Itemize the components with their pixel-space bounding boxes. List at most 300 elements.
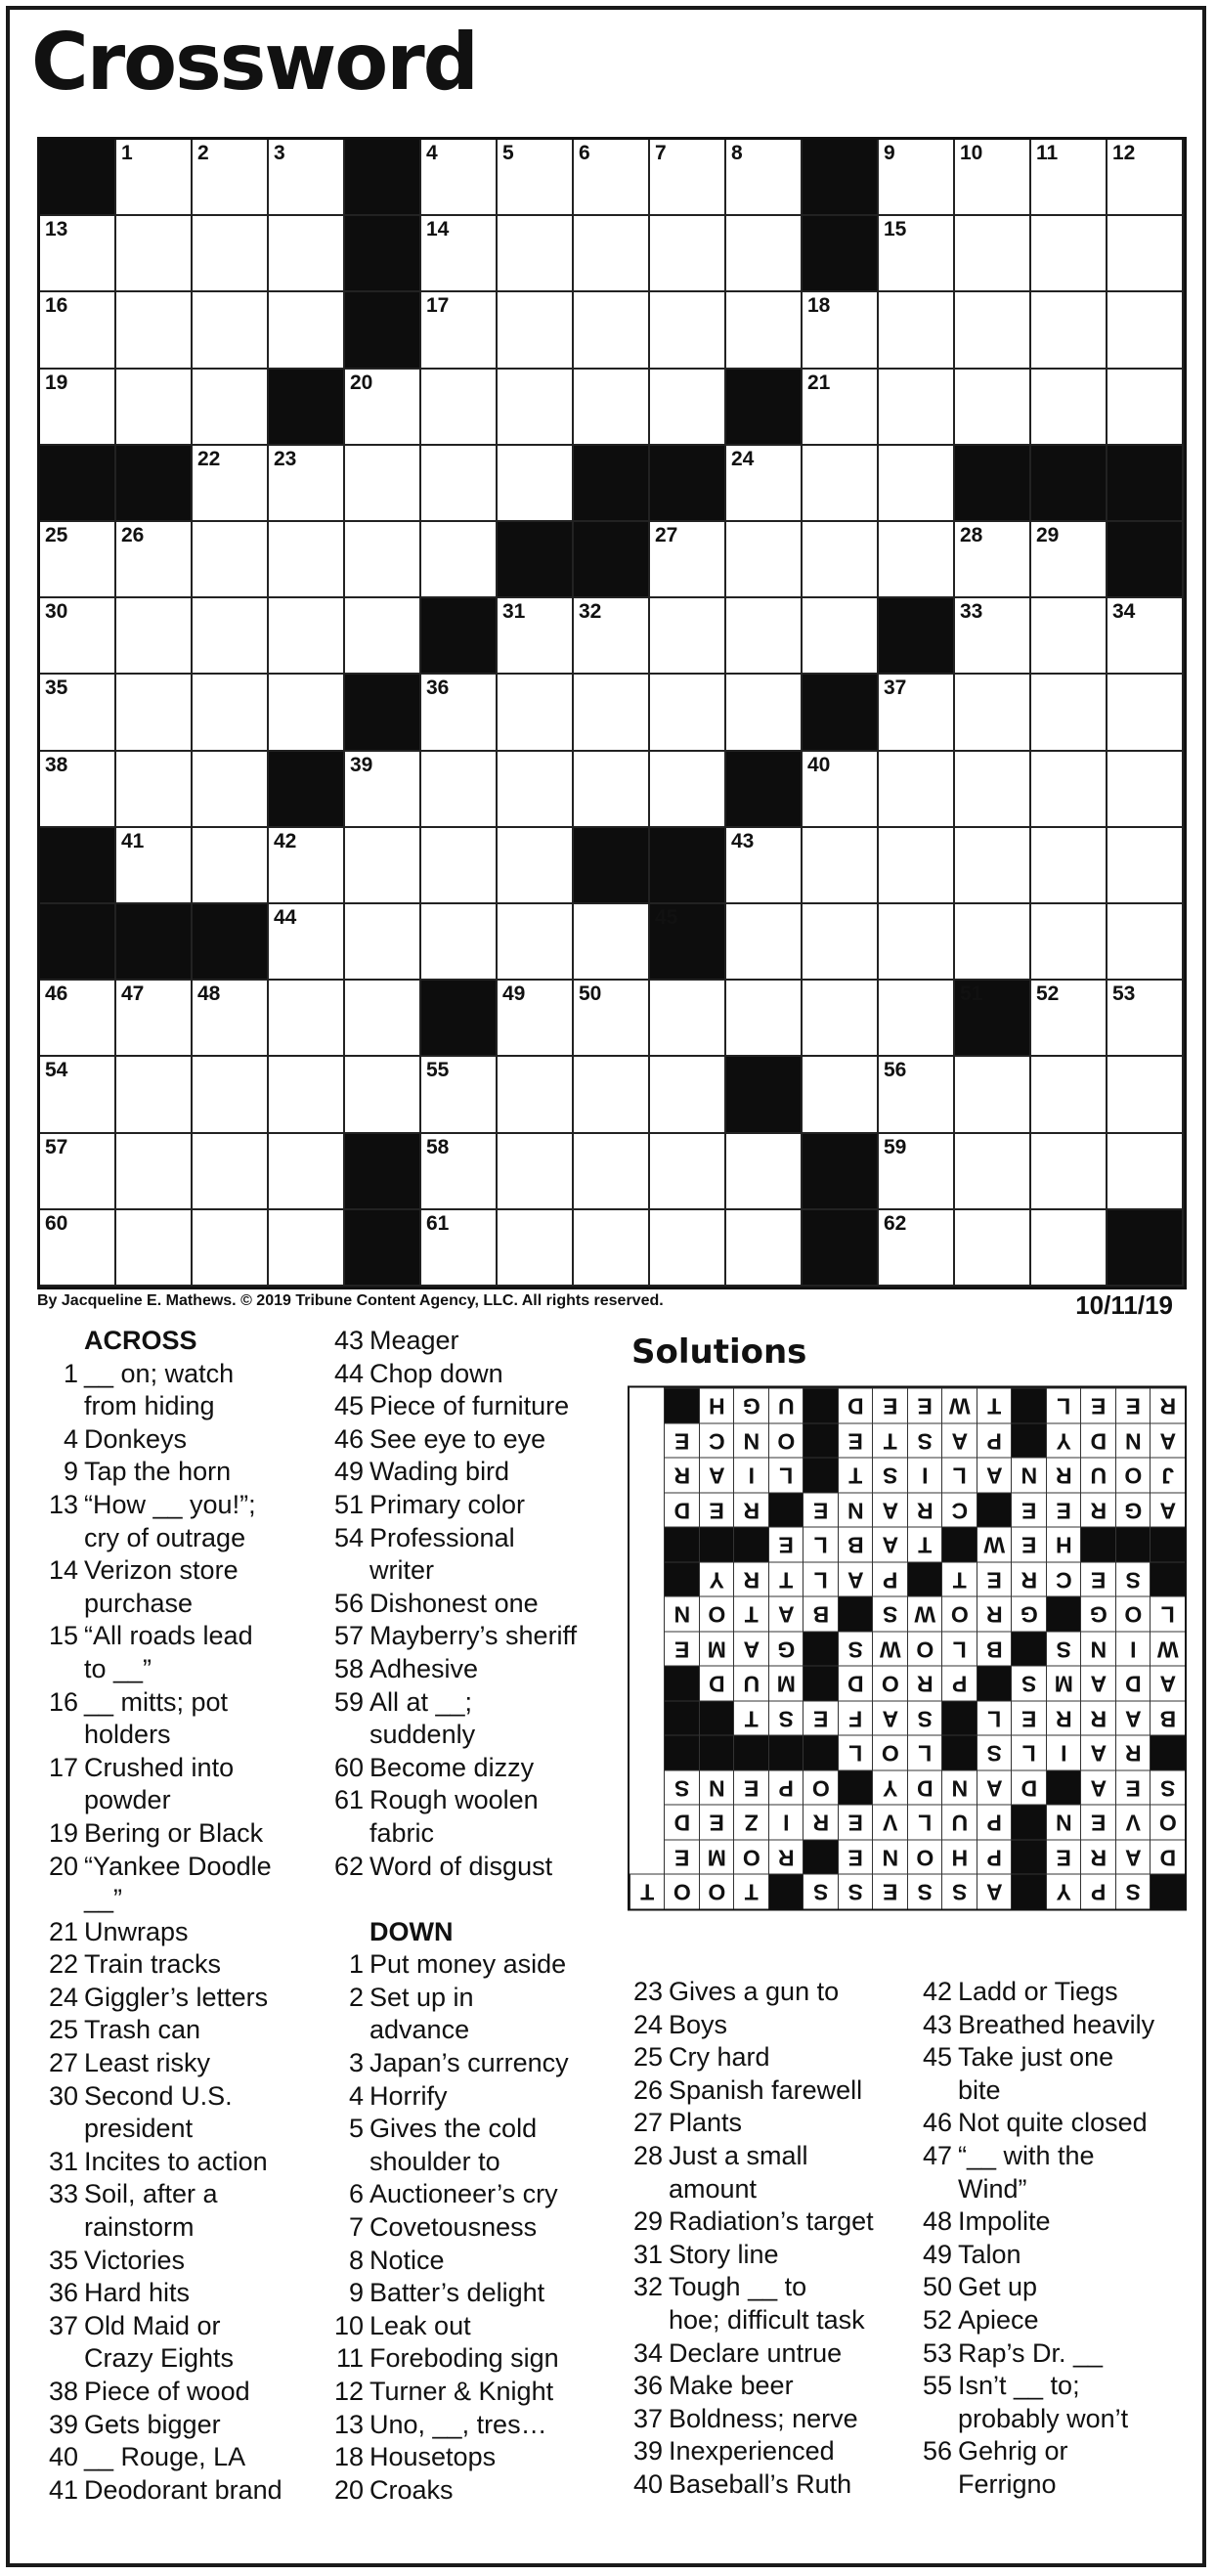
- down-clue: [325, 2245, 608, 2278]
- across-clue: [39, 2146, 332, 2179]
- grid-cell[interactable]: [650, 522, 726, 598]
- grid-cell[interactable]: [574, 752, 650, 828]
- grid-cell[interactable]: [650, 752, 726, 828]
- grid-cell[interactable]: [803, 1057, 879, 1133]
- grid-cell[interactable]: [269, 904, 345, 981]
- grid-cell[interactable]: [650, 216, 726, 292]
- grid-cell[interactable]: [1031, 904, 1107, 981]
- grid-cell[interactable]: [955, 522, 1031, 598]
- grid-cell[interactable]: [345, 598, 421, 675]
- across-clue: [39, 2409, 332, 2442]
- solution-letter: E: [768, 1527, 803, 1562]
- down-clue: [624, 2074, 907, 2108]
- grid-cell[interactable]: [650, 1210, 726, 1287]
- grid-cell[interactable]: [726, 981, 803, 1057]
- grid-cell[interactable]: [193, 1134, 269, 1210]
- grid-cell[interactable]: [40, 1134, 116, 1210]
- grid-cell[interactable]: [345, 904, 421, 981]
- grid-cell[interactable]: [650, 598, 726, 675]
- grid-cell[interactable]: [498, 446, 574, 522]
- grid-cell[interactable]: [498, 675, 574, 751]
- solution-letter: A: [1115, 1840, 1151, 1875]
- grid-cell[interactable]: [269, 598, 345, 675]
- grid-cell[interactable]: [1107, 292, 1184, 369]
- grid-cell[interactable]: [421, 1057, 498, 1133]
- grid-cell[interactable]: [116, 522, 193, 598]
- clue-text: Deodorant brand: [84, 2474, 282, 2505]
- clue-text: Japan’s currency: [369, 2048, 569, 2078]
- grid-cell[interactable]: [1031, 370, 1107, 446]
- grid-cell[interactable]: [40, 292, 116, 369]
- grid-cell[interactable]: [574, 1134, 650, 1210]
- grid-cell[interactable]: [421, 140, 498, 216]
- grid-cell[interactable]: [879, 292, 955, 369]
- grid-cell[interactable]: [1031, 216, 1107, 292]
- grid-cell[interactable]: [269, 446, 345, 522]
- grid-cell[interactable]: [879, 446, 955, 522]
- grid-cell[interactable]: [650, 1057, 726, 1133]
- grid-cell[interactable]: [498, 140, 574, 216]
- down-clue: [913, 2403, 1196, 2436]
- grid-cell[interactable]: [345, 1057, 421, 1133]
- grid-cell[interactable]: [193, 292, 269, 369]
- grid-cell[interactable]: [1031, 522, 1107, 598]
- grid-cell[interactable]: [421, 752, 498, 828]
- grid-cell[interactable]: [193, 752, 269, 828]
- across-clue: [39, 1554, 332, 1588]
- solution-letter: B: [1151, 1701, 1186, 1736]
- clue-number: 31: [502, 600, 526, 624]
- grid-cell[interactable]: [803, 904, 879, 981]
- grid-cell[interactable]: [1107, 752, 1184, 828]
- solution-letter: R: [1046, 1701, 1081, 1736]
- grid-cell[interactable]: [955, 675, 1031, 751]
- black-square: [40, 140, 116, 216]
- grid-cell[interactable]: [269, 981, 345, 1057]
- grid-cell[interactable]: [726, 904, 803, 981]
- grid-cell[interactable]: [498, 904, 574, 981]
- grid-cell[interactable]: [193, 216, 269, 292]
- grid-cell[interactable]: [193, 522, 269, 598]
- clue-text: rainstorm: [84, 2212, 195, 2243]
- grid-cell[interactable]: [955, 752, 1031, 828]
- clue-num: 28: [632, 2140, 663, 2170]
- solution-letter: G: [1081, 1596, 1116, 1632]
- grid-cell[interactable]: [879, 981, 955, 1057]
- grid-cell[interactable]: [1107, 1134, 1184, 1210]
- solution-black-square: [1115, 1527, 1151, 1562]
- clue-number: 36: [426, 677, 450, 700]
- clue-num: 40: [48, 2442, 78, 2472]
- grid-cell[interactable]: [421, 370, 498, 446]
- grid-cell[interactable]: [193, 828, 269, 904]
- grid-cell[interactable]: [955, 292, 1031, 369]
- grid-cell[interactable]: [1031, 140, 1107, 216]
- grid-cell[interactable]: [574, 370, 650, 446]
- grid-cell[interactable]: [955, 370, 1031, 446]
- grid-cell[interactable]: [40, 1210, 116, 1287]
- solution-letter: S: [838, 1874, 873, 1909]
- grid-cell[interactable]: [193, 981, 269, 1057]
- clue-number: 45: [655, 906, 678, 929]
- grid-cell[interactable]: [498, 292, 574, 369]
- grid-cell[interactable]: [421, 446, 498, 522]
- clue-text: Talon: [958, 2239, 1021, 2269]
- grid-cell[interactable]: [40, 598, 116, 675]
- solution-letter: E: [699, 1805, 734, 1840]
- clue-num: 10: [333, 2310, 364, 2340]
- solution-letter: D: [699, 1666, 734, 1701]
- clue-num: [39, 2211, 84, 2245]
- clue-num: 9: [348, 2278, 364, 2308]
- grid-cell[interactable]: [879, 522, 955, 598]
- grid-cell[interactable]: [1107, 370, 1184, 446]
- grid-cell[interactable]: [879, 1210, 955, 1287]
- grid-cell[interactable]: [116, 828, 193, 904]
- grid-cell[interactable]: [1031, 1057, 1107, 1133]
- grid-cell[interactable]: [116, 370, 193, 446]
- clue-num: [39, 2342, 84, 2376]
- grid-cell[interactable]: [650, 675, 726, 751]
- grid-cell[interactable]: [650, 292, 726, 369]
- solution-letter: A: [768, 1596, 803, 1632]
- solution-letter: A: [1081, 1735, 1116, 1770]
- black-square: [1107, 446, 1184, 522]
- black-square: [345, 140, 421, 216]
- grid-cell[interactable]: [193, 370, 269, 446]
- grid-cell[interactable]: [116, 1210, 193, 1287]
- grid-cell[interactable]: [955, 1057, 1031, 1133]
- clue-text: Hard hits: [84, 2278, 191, 2308]
- grid-cell[interactable]: [574, 140, 650, 216]
- grid-cell[interactable]: [498, 216, 574, 292]
- grid-cell[interactable]: [955, 1134, 1031, 1210]
- grid-cell[interactable]: [40, 522, 116, 598]
- clue-text: “All roads lead: [84, 1621, 253, 1651]
- grid-cell[interactable]: [40, 370, 116, 446]
- grid-cell[interactable]: [116, 675, 193, 751]
- grid-cell[interactable]: [421, 216, 498, 292]
- solution-letter: R: [1081, 1493, 1116, 1528]
- grid-cell[interactable]: [269, 140, 345, 216]
- grid-cell[interactable]: [574, 292, 650, 369]
- clue-text: __ on; watch: [84, 1358, 235, 1388]
- grid-cell[interactable]: [193, 598, 269, 675]
- clue-text: Cry hard: [669, 2042, 770, 2073]
- clue-text: Auctioneer’s cry: [369, 2179, 558, 2209]
- grid-cell[interactable]: [116, 981, 193, 1057]
- grid-cell[interactable]: [1031, 292, 1107, 369]
- grid-cell[interactable]: [574, 904, 650, 981]
- clue-number: 22: [197, 447, 221, 470]
- across-clue: [325, 1851, 608, 1884]
- clue-text: Old Maid or: [84, 2310, 221, 2340]
- grid-cell[interactable]: [879, 1057, 955, 1133]
- clue-text: Notice: [369, 2245, 445, 2275]
- grid-cell[interactable]: [498, 598, 574, 675]
- grid-cell[interactable]: [193, 446, 269, 522]
- grid-cell[interactable]: [1031, 1210, 1107, 1287]
- clue-num: 36: [48, 2278, 78, 2308]
- grid-cell[interactable]: [116, 752, 193, 828]
- solution-black-square: [803, 1840, 839, 1875]
- grid-cell[interactable]: [498, 1210, 574, 1287]
- grid-cell[interactable]: [345, 522, 421, 598]
- grid-cell[interactable]: [40, 752, 116, 828]
- grid-cell[interactable]: [269, 216, 345, 292]
- grid-cell[interactable]: [498, 752, 574, 828]
- grid-cell[interactable]: [574, 981, 650, 1057]
- grid-cell[interactable]: [955, 598, 1031, 675]
- grid-cell[interactable]: [879, 216, 955, 292]
- grid-cell[interactable]: [955, 904, 1031, 981]
- solution-letter: A: [977, 1874, 1012, 1909]
- grid-cell[interactable]: [1107, 216, 1184, 292]
- solution-letter: Z: [734, 1805, 769, 1840]
- clue-number: 38: [45, 753, 68, 776]
- clue-number: 33: [960, 600, 983, 624]
- solution-black-square: [1151, 1527, 1186, 1562]
- grid-cell[interactable]: [726, 522, 803, 598]
- clue-number: 48: [197, 982, 221, 1006]
- grid-cell[interactable]: [574, 1057, 650, 1133]
- clue-number: 51: [960, 982, 983, 1006]
- clue-num: 35: [48, 2245, 78, 2275]
- clue-num: 13: [333, 2409, 364, 2439]
- grid-cell[interactable]: [1031, 1134, 1107, 1210]
- solution-letter: P: [1081, 1874, 1116, 1909]
- clue-num: 18: [333, 2442, 364, 2472]
- grid-cell[interactable]: [421, 904, 498, 981]
- grid-cell[interactable]: [269, 522, 345, 598]
- solution-letter: N: [734, 1423, 769, 1459]
- clue-num: 24: [632, 2009, 663, 2039]
- grid-cell[interactable]: [269, 292, 345, 369]
- clue-number: 41: [121, 829, 145, 852]
- grid-cell[interactable]: [803, 522, 879, 598]
- grid-cell[interactable]: [879, 904, 955, 981]
- grid-cell[interactable]: [803, 598, 879, 675]
- clue-text: Just a small: [669, 2140, 808, 2170]
- solution-letter: L: [977, 1701, 1012, 1736]
- grid-cell[interactable]: [116, 140, 193, 216]
- grid-cell[interactable]: [1107, 1057, 1184, 1133]
- grid-cell[interactable]: [726, 292, 803, 369]
- solution-letter: H: [942, 1840, 977, 1875]
- solution-letter: O: [699, 1874, 734, 1909]
- black-square: [40, 446, 116, 522]
- clue-number: 39: [350, 753, 373, 776]
- grid-cell[interactable]: [879, 140, 955, 216]
- clue-num: 53: [922, 2337, 952, 2368]
- solution-letter: E: [699, 1493, 734, 1528]
- grid-cell[interactable]: [116, 292, 193, 369]
- grid-cell[interactable]: [345, 981, 421, 1057]
- grid-cell[interactable]: [116, 1134, 193, 1210]
- grid-cell[interactable]: [955, 828, 1031, 904]
- clue-num: 51: [333, 1489, 364, 1519]
- grid-cell[interactable]: [879, 752, 955, 828]
- clue-number: 3: [274, 142, 285, 164]
- black-square: [726, 1057, 803, 1133]
- clue-num: 16: [48, 1686, 78, 1717]
- grid-cell[interactable]: [955, 216, 1031, 292]
- grid-cell[interactable]: [1107, 904, 1184, 981]
- solution-letter: E: [1081, 1805, 1116, 1840]
- grid-cell[interactable]: [1031, 598, 1107, 675]
- solution-letter: A: [1081, 1666, 1116, 1701]
- across-clue: [39, 2376, 332, 2409]
- grid-cell[interactable]: [1107, 140, 1184, 216]
- grid-cell[interactable]: [879, 370, 955, 446]
- grid-cell[interactable]: [726, 140, 803, 216]
- solution-letter: R: [1151, 1388, 1186, 1423]
- clue-number: 58: [426, 1135, 450, 1158]
- grid-cell[interactable]: [269, 1210, 345, 1287]
- solution-letter: A: [942, 1423, 977, 1459]
- clue-text: __”: [84, 1884, 123, 1914]
- grid-cell[interactable]: [421, 1134, 498, 1210]
- grid-cell[interactable]: [421, 522, 498, 598]
- grid-cell[interactable]: [1031, 828, 1107, 904]
- grid-cell[interactable]: [345, 446, 421, 522]
- grid-cell[interactable]: [421, 1210, 498, 1287]
- solution-letter: B: [838, 1527, 873, 1562]
- grid-cell[interactable]: [726, 1134, 803, 1210]
- grid-cell[interactable]: [879, 1134, 955, 1210]
- clue-num: 49: [922, 2239, 952, 2269]
- grid-cell[interactable]: [193, 140, 269, 216]
- grid-cell[interactable]: [574, 598, 650, 675]
- grid-cell[interactable]: [345, 752, 421, 828]
- solution-black-square: [665, 1388, 700, 1423]
- grid-cell[interactable]: [1031, 752, 1107, 828]
- grid-cell[interactable]: [726, 598, 803, 675]
- across-clue: [325, 1817, 608, 1851]
- clue-num: [39, 1719, 84, 1752]
- clue-number: 62: [884, 1211, 907, 1235]
- clue-text: Meager: [369, 1326, 459, 1355]
- grid-cell[interactable]: [498, 1134, 574, 1210]
- clue-num: [624, 2173, 669, 2206]
- black-square: [345, 1210, 421, 1287]
- clue-text: Declare untrue: [669, 2337, 843, 2368]
- grid-cell[interactable]: [345, 828, 421, 904]
- solution-letter: A: [873, 1493, 908, 1528]
- grid-cell[interactable]: [269, 828, 345, 904]
- clue-num: [325, 1719, 369, 1752]
- solution-letter: E: [1115, 1388, 1151, 1423]
- solution-letter: E: [803, 1493, 839, 1528]
- grid-cell[interactable]: [650, 140, 726, 216]
- grid-cell[interactable]: [116, 598, 193, 675]
- grid-cell[interactable]: [116, 216, 193, 292]
- solution-letter: V: [873, 1805, 908, 1840]
- grid-cell[interactable]: [1107, 828, 1184, 904]
- grid-cell[interactable]: [269, 675, 345, 751]
- grid-cell[interactable]: [650, 1134, 726, 1210]
- grid-cell[interactable]: [879, 828, 955, 904]
- solution-letter: G: [1115, 1493, 1151, 1528]
- clue-text: Spanish farewell: [669, 2074, 863, 2105]
- grid-cell[interactable]: [574, 216, 650, 292]
- grid-cell[interactable]: [726, 675, 803, 751]
- grid-cell[interactable]: [650, 981, 726, 1057]
- solution-letter: T: [768, 1562, 803, 1597]
- clue-text: Wading bird: [369, 1457, 510, 1487]
- grid-cell[interactable]: [574, 675, 650, 751]
- grid-cell[interactable]: [345, 370, 421, 446]
- grid-cell[interactable]: [803, 981, 879, 1057]
- across-clue: [325, 1784, 608, 1817]
- clue-text: Rough woolen: [369, 1785, 539, 1815]
- clue-text: cry of outrage: [84, 1522, 246, 1552]
- grid-cell[interactable]: [726, 828, 803, 904]
- grid-cell[interactable]: [803, 752, 879, 828]
- grid-cell[interactable]: [193, 675, 269, 751]
- grid-cell[interactable]: [803, 828, 879, 904]
- grid-cell[interactable]: [1107, 675, 1184, 751]
- grid-cell[interactable]: [498, 370, 574, 446]
- grid-cell[interactable]: [879, 675, 955, 751]
- grid-cell[interactable]: [1031, 981, 1107, 1057]
- solution-letter: C: [1046, 1562, 1081, 1597]
- grid-cell[interactable]: [421, 675, 498, 751]
- grid-cell[interactable]: [116, 1057, 193, 1133]
- grid-cell[interactable]: [421, 292, 498, 369]
- clue-number: 23: [274, 447, 297, 470]
- grid-cell[interactable]: [269, 1057, 345, 1133]
- grid-cell[interactable]: [498, 981, 574, 1057]
- grid-cell[interactable]: [803, 292, 879, 369]
- grid-cell[interactable]: [726, 1210, 803, 1287]
- clue-text: Croaks: [369, 2474, 454, 2505]
- grid-cell[interactable]: [421, 828, 498, 904]
- grid-cell[interactable]: [498, 828, 574, 904]
- clue-column-4: [913, 1976, 1196, 2502]
- grid-cell[interactable]: [40, 1057, 116, 1133]
- solution-letter: I: [1115, 1632, 1151, 1667]
- clue-num: 25: [48, 2015, 78, 2045]
- grid-cell[interactable]: [40, 981, 116, 1057]
- grid-cell[interactable]: [726, 446, 803, 522]
- clue-num: 39: [48, 2409, 78, 2439]
- grid-cell[interactable]: [498, 1057, 574, 1133]
- grid-cell[interactable]: [40, 216, 116, 292]
- grid-cell[interactable]: [1107, 598, 1184, 675]
- grid-cell[interactable]: [40, 675, 116, 751]
- grid-cell[interactable]: [574, 1210, 650, 1287]
- grid-cell[interactable]: [726, 216, 803, 292]
- grid-cell[interactable]: [955, 140, 1031, 216]
- solution-letter: T: [942, 1562, 977, 1597]
- grid-cell[interactable]: [193, 1057, 269, 1133]
- grid-cell[interactable]: [803, 446, 879, 522]
- clue-num: 22: [48, 1949, 78, 1980]
- solution-letter: G: [1012, 1596, 1047, 1632]
- clue-number: 12: [1112, 142, 1136, 164]
- grid-cell[interactable]: [650, 370, 726, 446]
- grid-cell[interactable]: [955, 1210, 1031, 1287]
- solution-letter: F: [838, 1701, 873, 1736]
- clue-num: 46: [922, 2108, 952, 2138]
- grid-cell[interactable]: [1107, 981, 1184, 1057]
- grid-cell[interactable]: [803, 370, 879, 446]
- grid-cell[interactable]: [193, 1210, 269, 1287]
- grid-cell[interactable]: [1031, 675, 1107, 751]
- black-square: [1107, 1210, 1184, 1287]
- grid-cell[interactable]: [269, 1134, 345, 1210]
